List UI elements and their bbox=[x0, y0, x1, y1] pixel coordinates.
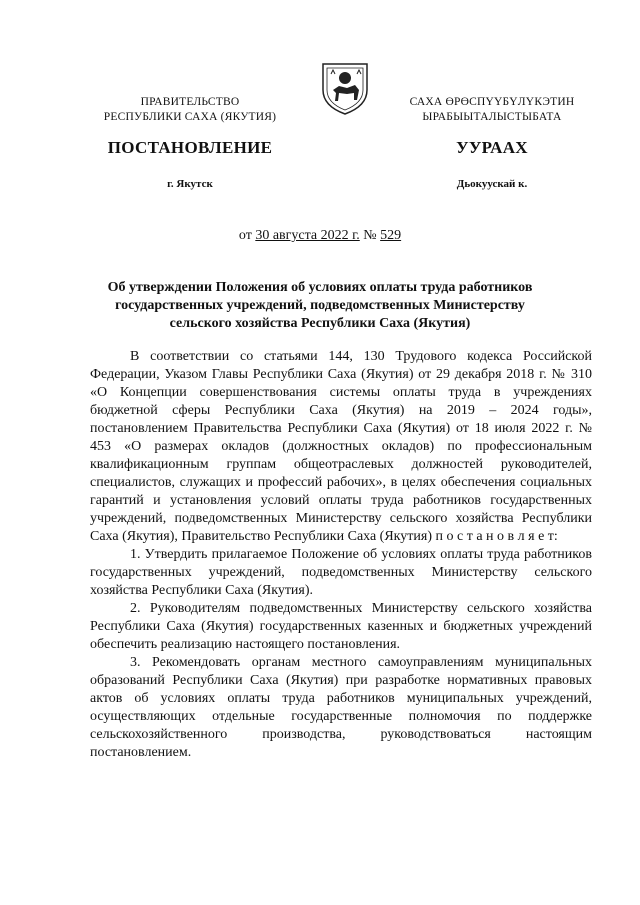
decree-title: Об утверждении Положения об условиях оплаты труда работников государственных учреждений, подведомственных Министерству сельского хозяйства Республики Саха (Якутия) bbox=[107, 280, 533, 331]
government-name-line1: ПРАВИТЕЛЬСТВО bbox=[140, 96, 240, 108]
coat-of-arms-icon bbox=[319, 60, 371, 116]
preamble-text: В соответствии со статьями 144, 130 Трудового кодекса Российской Федерации, Указом Главы Республики Саха (Якутия) от 29 декабря 2018 г. № 310 «О Концепции совершенствования системы оплаты труда в учреждениях бюджетной сферы Республики Саха (Якутия) на 2019 – 2024 годы», постановлением Правительства Республики Саха (Якутия) от 18 июля 2022 г. № 453 «О размерах окладов (должностных окладов) по профессиональным квалификационным группам общеотраслевых должностей руководителей, специалистов, служащих и профессий рабочих», в целях обеспечения социальных гарантий и установления условий оплаты труда работников государственных учреждений, подведомственных Министерству сельского хозяйства Республики Саха (Якутия), Правительство Республики Саха (Якутия) bbox=[90, 349, 592, 544]
doc-type-russian: ПОСТАНОВЛЕНИЕ bbox=[107, 138, 273, 157]
decree-item-2: 2. Руководителям подведомственных Министерству сельского хозяйства Республики Саха (Якутия) государственных казенных и бюджетных учреждений обеспечить реализацию настоящего постановления. bbox=[90, 601, 592, 652]
doc-type-yakut: УУРААХ bbox=[456, 138, 528, 157]
decree-item-1: 1. Утвердить прилагаемое Положение об условиях оплаты труда работников государственных учреждений, подведомственных Министерству сельского хозяйства Республики Саха (Якутия). bbox=[90, 547, 592, 598]
city-russian: г. Якутск bbox=[167, 178, 213, 190]
date-prefix: от bbox=[238, 228, 256, 243]
government-name-yakut-line1: САХА ӨРӨСПҮҮБҮЛҮКЭТИН bbox=[409, 96, 575, 108]
government-name-yakut-line2: ЫРАБЫЫТАЛЫСТЫБАТА bbox=[422, 111, 562, 123]
decree-body bbox=[90, 348, 592, 762]
government-name-line2: РЕСПУБЛИКИ САХА (ЯКУТИЯ) bbox=[103, 111, 277, 123]
decree-item-3: 3. Рекомендовать органам местного самоуправлениям муниципальных образований Республики Саха (Якутия) при разработке нормативных правовых актов об условиях оплаты труда работников муниципальных учреждений, осуществляющих отдельные государственные полномочия по поддержке сельскохозяйственного производства, руководствоваться настоящим постановлением. bbox=[90, 655, 592, 760]
government-name-yakut bbox=[392, 95, 592, 125]
city-yakut: Дьокуускай к. bbox=[456, 178, 528, 190]
government-name-russian bbox=[90, 95, 290, 125]
decree-date: 30 августа 2022 г. bbox=[255, 228, 360, 243]
number-prefix: № bbox=[359, 228, 381, 243]
decree-word: п о с т а н о в л я е т: bbox=[435, 529, 558, 544]
decree-number: 529 bbox=[380, 228, 402, 243]
decree-date-number bbox=[0, 228, 640, 244]
preamble-paragraph bbox=[90, 348, 592, 546]
